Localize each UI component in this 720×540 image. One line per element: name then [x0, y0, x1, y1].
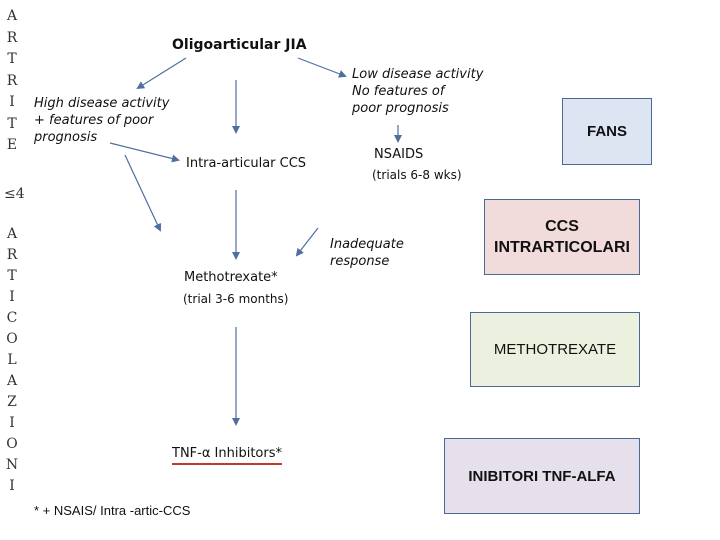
articolazioni-letter: I: [9, 415, 15, 431]
footnote: * + NSAIS/ Intra -artic-CCS: [34, 503, 191, 518]
vertical-mid-label: ≤4: [4, 186, 25, 202]
high-activity-line-1: High disease activity: [34, 96, 170, 111]
articolazioni-letter: N: [5, 457, 19, 473]
inadequate-line-2: response: [330, 254, 390, 269]
methotrexate-trial-note: (trial 3-6 months): [183, 292, 289, 306]
low-activity-label: [352, 66, 483, 117]
articolazioni-letter: O: [6, 436, 18, 452]
inadequate-response-label: [330, 236, 404, 270]
arrow-high-to-methotrexate: [125, 155, 160, 230]
tnf-inhibitors-box: [444, 438, 640, 514]
articolazioni-letter: A: [6, 226, 18, 242]
articolazioni-letter: O: [6, 331, 18, 347]
nsaids-node: NSAIDS: [374, 147, 424, 162]
nsaids-trials-note: (trials 6-8 wks): [372, 168, 462, 182]
articolazioni-letter: T: [7, 268, 17, 284]
intra-articular-ccs-node: Intra-articular CCS: [186, 156, 307, 171]
artrite-letter: A: [6, 8, 18, 24]
arrow-nsaids-to-methotrexate: [297, 228, 318, 255]
articolazioni-letter: L: [7, 352, 17, 368]
fans-box: [562, 98, 652, 165]
methotrexate-box-label: METHOTREXATE: [493, 341, 617, 358]
inadequate-line-1: Inadequate: [330, 237, 404, 252]
articolazioni-letter: I: [9, 289, 15, 305]
artrite-letter: R: [6, 29, 18, 46]
high-activity-line-3: prognosis: [34, 130, 98, 145]
articolazioni-letter: I: [9, 478, 15, 494]
low-activity-line-1: Low disease activity: [352, 67, 484, 82]
ccs-box-line-1: CCS: [545, 218, 579, 235]
title-oligoarticular-jia: Oligoarticular JIA: [172, 37, 307, 53]
artrite-letter: I: [9, 94, 15, 110]
tnf-inhibitors-node: TNF-α Inhibitors*: [172, 446, 282, 465]
tnf-box-label: INIBITORI TNF-ALFA: [468, 467, 616, 485]
low-activity-line-3: poor prognosis: [352, 101, 449, 116]
ccs-box-line-2: INTRARTICOLARI: [494, 239, 630, 256]
artrite-letter: T: [7, 115, 17, 132]
arrow-title-to-high: [138, 58, 186, 88]
artrite-letter: E: [6, 137, 18, 153]
articolazioni-letter: C: [6, 310, 18, 326]
ccs-intrarticolari-box: [484, 199, 640, 275]
artrite-letter: R: [6, 72, 18, 89]
articolazioni-letter: R: [6, 247, 18, 263]
methotrexate-node: Methotrexate*: [184, 270, 278, 285]
arrow-title-to-low: [298, 58, 345, 76]
articolazioni-letter: A: [6, 373, 18, 389]
high-activity-line-2: + features of poor: [34, 113, 154, 128]
low-activity-line-2: No features of: [352, 84, 445, 99]
fans-box-label: FANS: [586, 123, 627, 140]
artrite-letter: T: [7, 51, 17, 67]
articolazioni-letter: Z: [7, 394, 17, 410]
methotrexate-box: [470, 312, 640, 387]
high-activity-label: [34, 95, 169, 146]
